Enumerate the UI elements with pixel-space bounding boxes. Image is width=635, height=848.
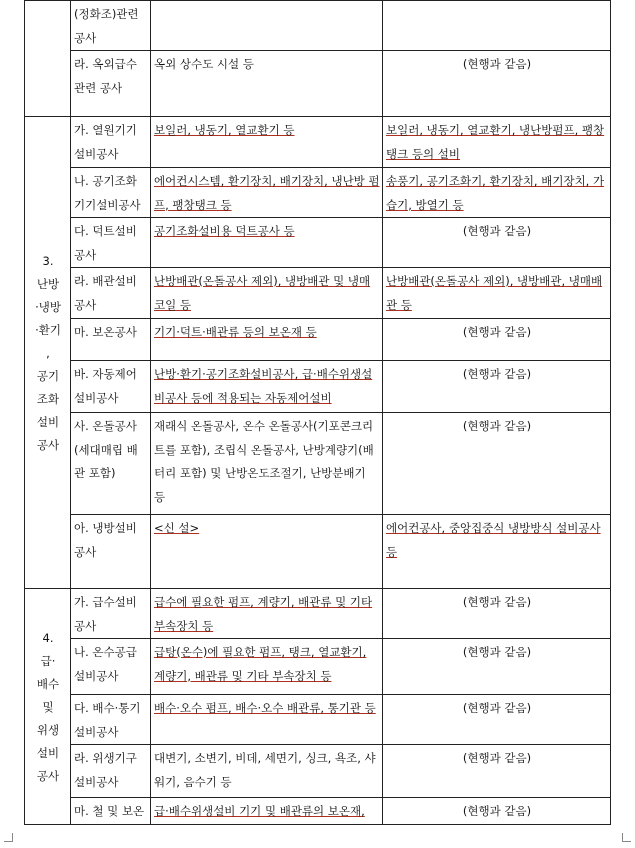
category-label: 및 bbox=[42, 700, 54, 714]
category-label: 위생 bbox=[36, 723, 60, 737]
revised-content-text: 에어컨공사, 중앙집중식 냉방방식 설비공사 등 bbox=[386, 521, 601, 559]
item-cell: 다. 덕트설비 공사 bbox=[71, 218, 151, 268]
category-cell bbox=[25, 589, 71, 825]
revised-content-cell bbox=[383, 218, 611, 268]
current-content-cell bbox=[151, 51, 383, 117]
revised-content-text: 보일러, 냉동기, 열교환기, 냉난방펌프, 팽창탱크 등의 설비 bbox=[386, 123, 605, 161]
current-content-text: 배수·오수 펌프, 배수·오수 배관류, 통기관 등 bbox=[154, 701, 376, 715]
table-row bbox=[25, 413, 611, 515]
revised-content-text: (현행과 같음) bbox=[462, 701, 532, 715]
table-row bbox=[25, 361, 611, 413]
revised-content-cell bbox=[383, 798, 611, 825]
revised-content-text: 난방배관(온돌공사 제외), 냉방배관, 냉매배관 등 bbox=[386, 274, 603, 312]
current-content-text: 급탕(온수)에 필요한 펌프, 탱크, 열교환기, 계량기, 배관류 및 기타 부속장치 등 bbox=[154, 645, 367, 683]
item-cell: 나. 공기조화 기기설비공사 bbox=[71, 168, 151, 218]
revised-content-text: 송풍기, 공기조화기, 환기장치, 배기장치, 가습기, 방열기 등 bbox=[386, 174, 605, 212]
table-row bbox=[25, 51, 611, 117]
item-cell: 바. 자동제어 설비공사 bbox=[71, 361, 151, 413]
category-label: 조화 bbox=[36, 392, 60, 406]
page-corner-mark-right bbox=[622, 833, 631, 842]
category-cell bbox=[25, 1, 71, 117]
current-content-cell bbox=[151, 589, 383, 639]
item-cell: 마. 철 및 보온 bbox=[71, 798, 151, 825]
item-cell: 라. 위생기구 설비공사 bbox=[71, 745, 151, 798]
current-content-text: 옥외 상수도 시설 등 bbox=[154, 57, 254, 71]
table-row bbox=[25, 695, 611, 745]
category-label: 급· bbox=[40, 654, 56, 668]
item-cell: 나. 온수공급 설비공사 bbox=[71, 639, 151, 695]
current-content-cell bbox=[151, 218, 383, 268]
current-content-text: 급·배수위생설비 기기 및 배관류의 보온재, bbox=[154, 804, 365, 818]
table-row bbox=[25, 639, 611, 695]
revised-content-cell bbox=[383, 515, 611, 589]
current-content-text: <신 설> bbox=[154, 521, 200, 535]
category-label: 공사 bbox=[36, 769, 60, 783]
current-content-cell bbox=[151, 639, 383, 695]
revised-content-cell bbox=[383, 745, 611, 798]
revised-content-text: (현행과 같음) bbox=[462, 645, 532, 659]
item-cell: 마. 보온공사 bbox=[71, 319, 151, 361]
table-row bbox=[25, 319, 611, 361]
revised-content-cell bbox=[383, 639, 611, 695]
item-cell: 라. 옥외급수 관련 공사 bbox=[71, 51, 151, 117]
revised-content-text: (현행과 같음) bbox=[462, 367, 532, 381]
current-content-text: 난방배관(온돌공사 제외), 냉방배관 및 냉매코일 등 bbox=[154, 274, 371, 312]
revised-content-text: (현행과 같음) bbox=[462, 595, 532, 609]
revised-content-text: (현행과 같음) bbox=[462, 804, 532, 818]
revised-content-cell bbox=[383, 51, 611, 117]
revised-content-text: (현행과 같음) bbox=[462, 325, 532, 339]
revised-content-cell bbox=[383, 117, 611, 168]
revised-content-cell bbox=[383, 413, 611, 515]
item-cell: (정화조)관련 공사 bbox=[71, 1, 151, 51]
page-corner-mark-left bbox=[4, 833, 13, 842]
table-row bbox=[25, 268, 611, 319]
table-row bbox=[25, 117, 611, 168]
revised-content-cell bbox=[383, 1, 611, 51]
category-label: ·냉방 bbox=[35, 300, 61, 314]
revised-content-cell bbox=[383, 361, 611, 413]
current-content-cell bbox=[151, 117, 383, 168]
current-content-cell bbox=[151, 798, 383, 825]
table-row bbox=[25, 745, 611, 798]
category-label: 배수 bbox=[36, 677, 60, 691]
category-label: ·환기 bbox=[35, 323, 61, 337]
revised-content-cell bbox=[383, 695, 611, 745]
category-label: , bbox=[46, 346, 50, 360]
category-label: 4. bbox=[42, 631, 54, 645]
current-content-text: 급수에 필요한 펌프, 계량기, 배관류 및 기타 부속장치 등 bbox=[154, 595, 373, 633]
item-cell: 가. 급수설비 공사 bbox=[71, 589, 151, 639]
category-label: 난방 bbox=[36, 277, 60, 291]
current-content-cell bbox=[151, 268, 383, 319]
revised-content-text: (현행과 같음) bbox=[462, 419, 532, 433]
category-label: 공사 bbox=[36, 438, 60, 452]
category-label: 공기 bbox=[36, 369, 60, 383]
current-content-cell bbox=[151, 413, 383, 515]
table-row bbox=[25, 589, 611, 639]
current-content-text: 기기·덕트·배관류 등의 보온재 등 bbox=[154, 325, 317, 339]
item-cell: 아. 냉방설비 공사 bbox=[71, 515, 151, 589]
current-content-text: 난방·환기·공기조화설비공사, 급·배수위생설비공사 등에 적용되는 자동제어설비 bbox=[154, 367, 373, 405]
current-content-text: 공기조화설비용 덕트공사 등 bbox=[154, 224, 295, 238]
revised-content-text: (현행과 같음) bbox=[462, 57, 532, 71]
current-content-cell bbox=[151, 361, 383, 413]
category-label: 설비 bbox=[36, 746, 60, 760]
table-row bbox=[25, 218, 611, 268]
current-content-text: 재래식 온돌공사, 온수 온돌공사(기포콘크리트를 포함), 조립식 온돌공사, 난방계량기(배터리 포함) 및 난방온도조절기, 난방분배기 등 bbox=[154, 419, 374, 504]
category-cell bbox=[25, 117, 71, 589]
item-cell: 다. 배수·통기 설비공사 bbox=[71, 695, 151, 745]
revised-content-cell bbox=[383, 319, 611, 361]
current-content-text: 대변기, 소변기, 비데, 세면기, 싱크, 욕조, 샤워기, 음수기 등 bbox=[154, 751, 376, 789]
revised-content-cell bbox=[383, 589, 611, 639]
current-content-cell bbox=[151, 745, 383, 798]
table-row bbox=[25, 798, 611, 825]
current-content-cell bbox=[151, 515, 383, 589]
comparison-table bbox=[24, 0, 611, 825]
item-cell: 사. 온돌공사 (세대매립 배관 포함) bbox=[71, 413, 151, 515]
revised-content-text: (현행과 같음) bbox=[462, 224, 532, 238]
table-row bbox=[25, 1, 611, 51]
table-row bbox=[25, 168, 611, 218]
revised-content-cell bbox=[383, 168, 611, 218]
revised-content-cell bbox=[383, 268, 611, 319]
category-label: 3. bbox=[42, 254, 54, 268]
revised-content-text: (현행과 같음) bbox=[462, 751, 532, 765]
current-content-cell bbox=[151, 695, 383, 745]
item-cell: 가. 열원기기 설비공사 bbox=[71, 117, 151, 168]
table-row bbox=[25, 515, 611, 589]
category-label: 설비 bbox=[36, 415, 60, 429]
current-content-text: 에어컨시스템, 환기장치, 배기장치, 냉난방 펌프, 팽창탱크 등 bbox=[154, 174, 380, 212]
current-content-cell bbox=[151, 1, 383, 51]
current-content-cell bbox=[151, 319, 383, 361]
item-cell: 라. 배관설비 공사 bbox=[71, 268, 151, 319]
current-content-cell bbox=[151, 168, 383, 218]
current-content-text: 보일러, 냉동기, 열교환기 등 bbox=[154, 123, 295, 137]
